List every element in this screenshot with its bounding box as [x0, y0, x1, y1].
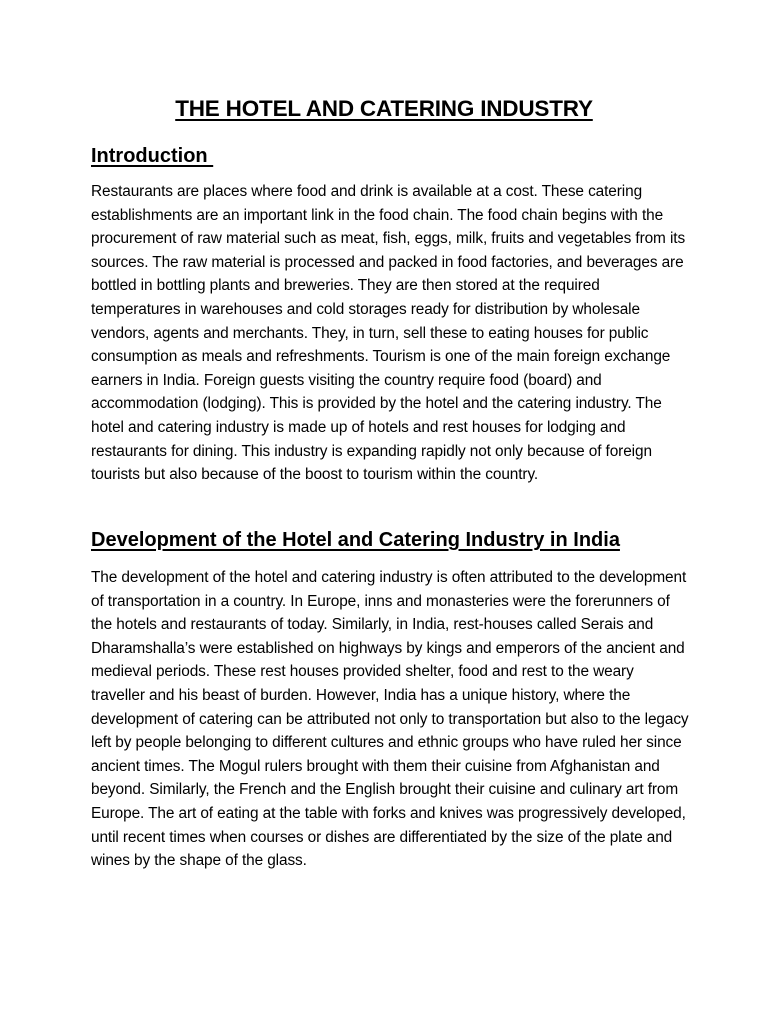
- section-body-introduction: Restaurants are places where food and drink is available at a cost. These catering establishments are an important link in the food chain. The food chain begins with the procurement of raw material such as meat, fish, eggs, milk, fruits and vegetables from its sources. The raw material is processed and packed in food factories, and beverages are bottled in bottling plants and breweries. They are then stored at the required temperatures in warehouses and cold storages ready for distribution by wholesale vendors, agents and merchants. They, in turn, sell these to eating houses for public consumption as meals and refreshments. Tourism is one of the main foreign exchange earners in India. Foreign guests visiting the country require food (board) and accommodation (lodging). This is provided by the hotel and the catering industry. The hotel and catering industry is made up of hotels and rest houses for lodging and restaurants for dining. This industry is expanding rapidly not only because of foreign tourists but also because of the boost to tourism within the country.: [91, 183, 686, 484]
- section-body-development: The development of the hotel and catering industry is often attributed to the development of transportation in a country. In Europe, inns and monasteries were the forerunners of the hotels and restaurants of today. Similarly, in India, rest-houses called Serais and Dharamshalla’s were established on highways by kings and emperors of the ancient and medieval periods. These rest houses provided shelter, food and rest to the weary traveller and his beast of burden. However, India has a unique history, where the development of catering can be attributed not only to transportation but also to the legacy left by people belonging to different cultures and ethnic groups who have ruled her since ancient times. The Mogul rulers brought with them their cuisine from Afghanistan and beyond. Similarly, the French and the English brought their cuisine and culinary art from Europe. The art of eating at the table with forks and knives was progressively developed, until recent times when courses or dishes are differentiated by the size of the plate and wines by the shape of the glass.: [91, 569, 689, 870]
- document-title: THE HOTEL AND CATERING INDUSTRY: [175, 96, 593, 121]
- section-heading-introduction: Introduction: [91, 145, 214, 167]
- section-heading-development: Development of the Hotel and Catering Industry in India: [91, 529, 620, 551]
